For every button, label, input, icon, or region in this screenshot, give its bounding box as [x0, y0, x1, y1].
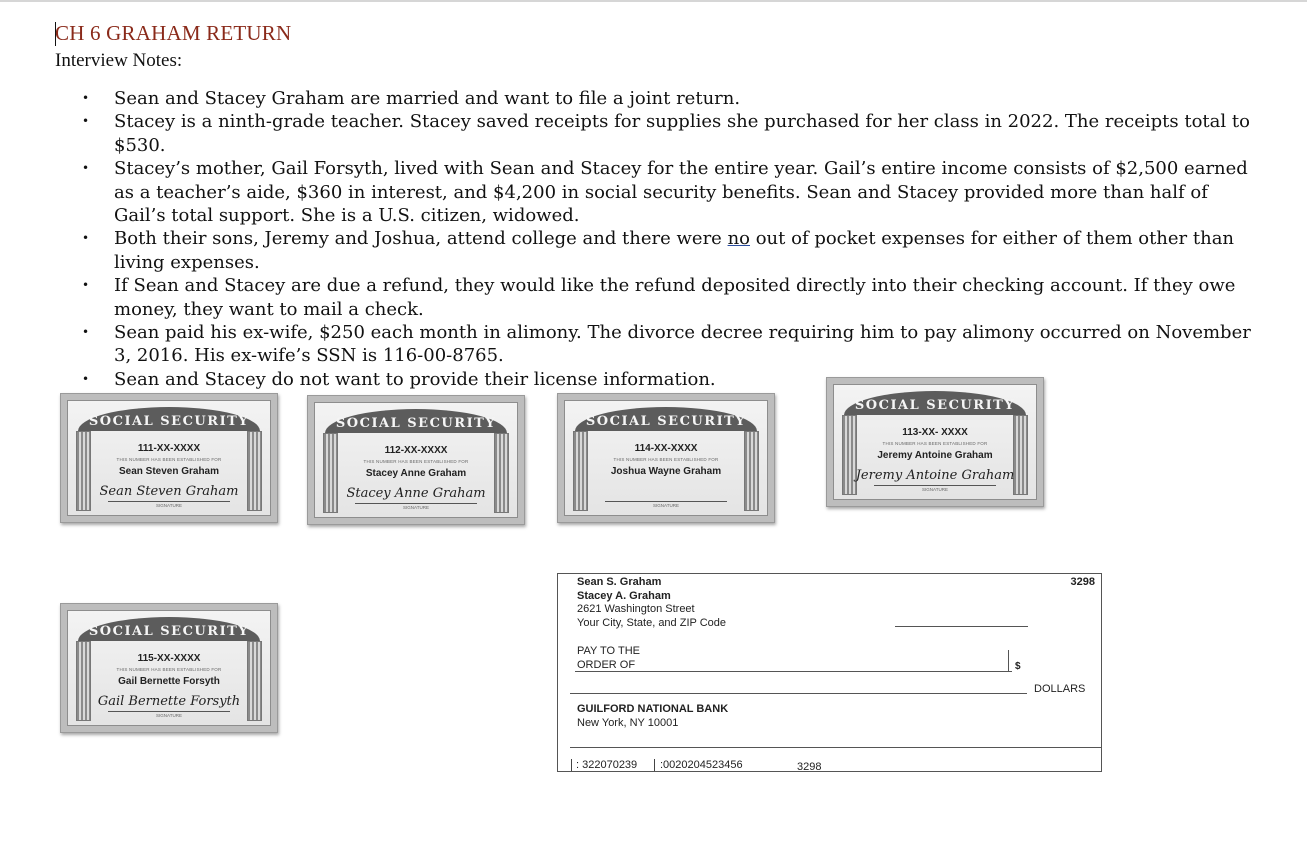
card-signature — [565, 484, 767, 500]
ss-card-sean — [60, 393, 278, 523]
card-name: Sean Steven Graham — [118, 466, 220, 477]
card-face — [564, 400, 768, 516]
note-item: • Stacey is a ninth-grade teacher. Stacey saved receipts for supplies she purchased for her class in 2022. The receipts total to $530. — [82, 110, 1262, 157]
note-text: Both their sons, Jeremy and Joshua, attend college and there were — [114, 228, 728, 250]
card-name: Jeremy Antoine Graham — [877, 450, 993, 461]
check-city: Your City, State, and ZIP Code — [577, 616, 726, 629]
blank-check — [557, 573, 1102, 772]
card-signature: Gail Bernette Forsyth — [97, 694, 241, 709]
card-signature: Sean Steven Graham — [99, 484, 239, 499]
note-item — [82, 227, 1262, 274]
signature-line — [874, 485, 996, 486]
document-title: CH 6 GRAHAM RETURN — [55, 21, 292, 45]
amount-words-line — [570, 693, 1027, 694]
note-item: • Sean paid his ex-wife, $250 each month in alimony. The divorce decree requiring him to pay alimony occurred on November 3, 2016. His ex-wife’s SSN is 116-00-8765. — [82, 321, 1262, 368]
card-face — [314, 402, 518, 518]
routing-number: : 322070239 — [576, 759, 638, 771]
card-header: SOCIAL SECURITY — [88, 414, 250, 429]
note-item: • Sean and Stacey Graham are married and want to file a joint return. — [82, 87, 1262, 110]
signature-line — [108, 711, 230, 712]
card-face — [67, 400, 271, 516]
card-name: Stacey Anne Graham — [365, 468, 467, 479]
check-owner-name: Stacey A. Graham — [577, 589, 671, 602]
card-header: SOCIAL SECURITY — [88, 624, 250, 639]
card-name: Gail Bernette Forsyth — [118, 676, 220, 687]
card-header: SOCIAL SECURITY — [335, 416, 497, 431]
card-established-text: THIS NUMBER HAS BEEN ESTABLISHED FOR — [116, 667, 222, 672]
signature-label: SIGNATURE — [156, 713, 182, 718]
card-header: SOCIAL SECURITY — [585, 414, 747, 429]
dollars-label: DOLLARS — [1034, 683, 1086, 695]
ss-card-gail — [60, 603, 278, 733]
pay-to-line: PAY TO THE — [577, 645, 640, 657]
note-underlined-text: no — [727, 228, 750, 250]
micr-bar — [654, 759, 655, 771]
account-number: :0020204523456 — [660, 759, 743, 771]
signature-memo-line — [570, 747, 1102, 748]
ss-card-stacey — [307, 395, 525, 525]
pay-to-label — [577, 645, 640, 672]
signature-label: SIGNATURE — [156, 503, 182, 508]
card-number: 113-XX- XXXX — [902, 427, 968, 438]
check-street: 2621 Washington Street — [577, 603, 695, 616]
document-subtitle: Interview Notes: — [55, 50, 183, 71]
card-number: 111-XX-XXXX — [137, 443, 201, 454]
amount-box-divider — [1008, 650, 1009, 672]
note-text: out of pocket expenses for either of them other than living expenses. — [114, 228, 1235, 273]
note-item: • If Sean and Stacey are due a refund, they would like the refund deposited directly into their checking account. If they owe money, they want to mail a check. — [82, 274, 1262, 321]
check-owner-block — [577, 576, 726, 630]
pay-to-line: ORDER OF — [577, 658, 636, 671]
dollar-sign: $ — [1015, 661, 1021, 672]
check-owner-name: Sean S. Graham — [577, 576, 662, 588]
date-line — [895, 626, 1028, 627]
card-established-text: THIS NUMBER HAS BEEN ESTABLISHED FOR — [613, 457, 719, 462]
signature-label: SIGNATURE — [922, 487, 948, 492]
card-number: 114-XX-XXXX — [634, 443, 698, 454]
micr-bar — [571, 759, 572, 771]
signature-line — [108, 501, 230, 502]
bank-location: New York, NY 10001 — [577, 717, 679, 729]
note-item: • Stacey’s mother, Gail Forsyth, lived with Sean and Stacey for the entire year. Gail’s entire income consists of $2,500 earned as a teacher’s aide, $360 in interest, and $4,200 in social security benefits. Sean and Stacey provided more than half of Gail’s total support. She is a U.S. citizen, widowed. — [82, 157, 1262, 227]
ss-card-jeremy — [826, 377, 1044, 507]
card-established-text: THIS NUMBER HAS BEEN ESTABLISHED FOR — [363, 459, 469, 464]
payee-line — [575, 671, 1012, 672]
card-signature: Jeremy Antoine Graham — [855, 468, 1015, 483]
card-established-text: THIS NUMBER HAS BEEN ESTABLISHED FOR — [882, 441, 988, 446]
bank-block — [577, 702, 728, 730]
signature-line — [605, 501, 727, 502]
note-item: • Sean and Stacey do not want to provide their license information. — [82, 368, 1262, 391]
micr-check-number: 3298 — [797, 761, 822, 773]
card-established-text: THIS NUMBER HAS BEEN ESTABLISHED FOR — [116, 457, 222, 462]
card-number: 112-XX-XXXX — [384, 445, 448, 456]
interview-notes-list — [82, 87, 1262, 391]
card-number: 115-XX-XXXX — [137, 653, 201, 664]
card-name: Joshua Wayne Graham — [610, 466, 722, 477]
card-header: SOCIAL SECURITY — [854, 398, 1016, 413]
card-signature: Stacey Anne Graham — [346, 486, 486, 501]
signature-line — [355, 503, 477, 504]
signature-label: SIGNATURE — [403, 505, 429, 510]
bank-name: GUILFORD NATIONAL BANK — [577, 703, 729, 715]
ss-card-joshua — [557, 393, 775, 523]
signature-label: SIGNATURE — [653, 503, 679, 508]
card-face — [67, 610, 271, 726]
top-rule — [0, 0, 1307, 2]
card-face — [833, 384, 1037, 500]
check-number: 3298 — [1070, 576, 1095, 588]
